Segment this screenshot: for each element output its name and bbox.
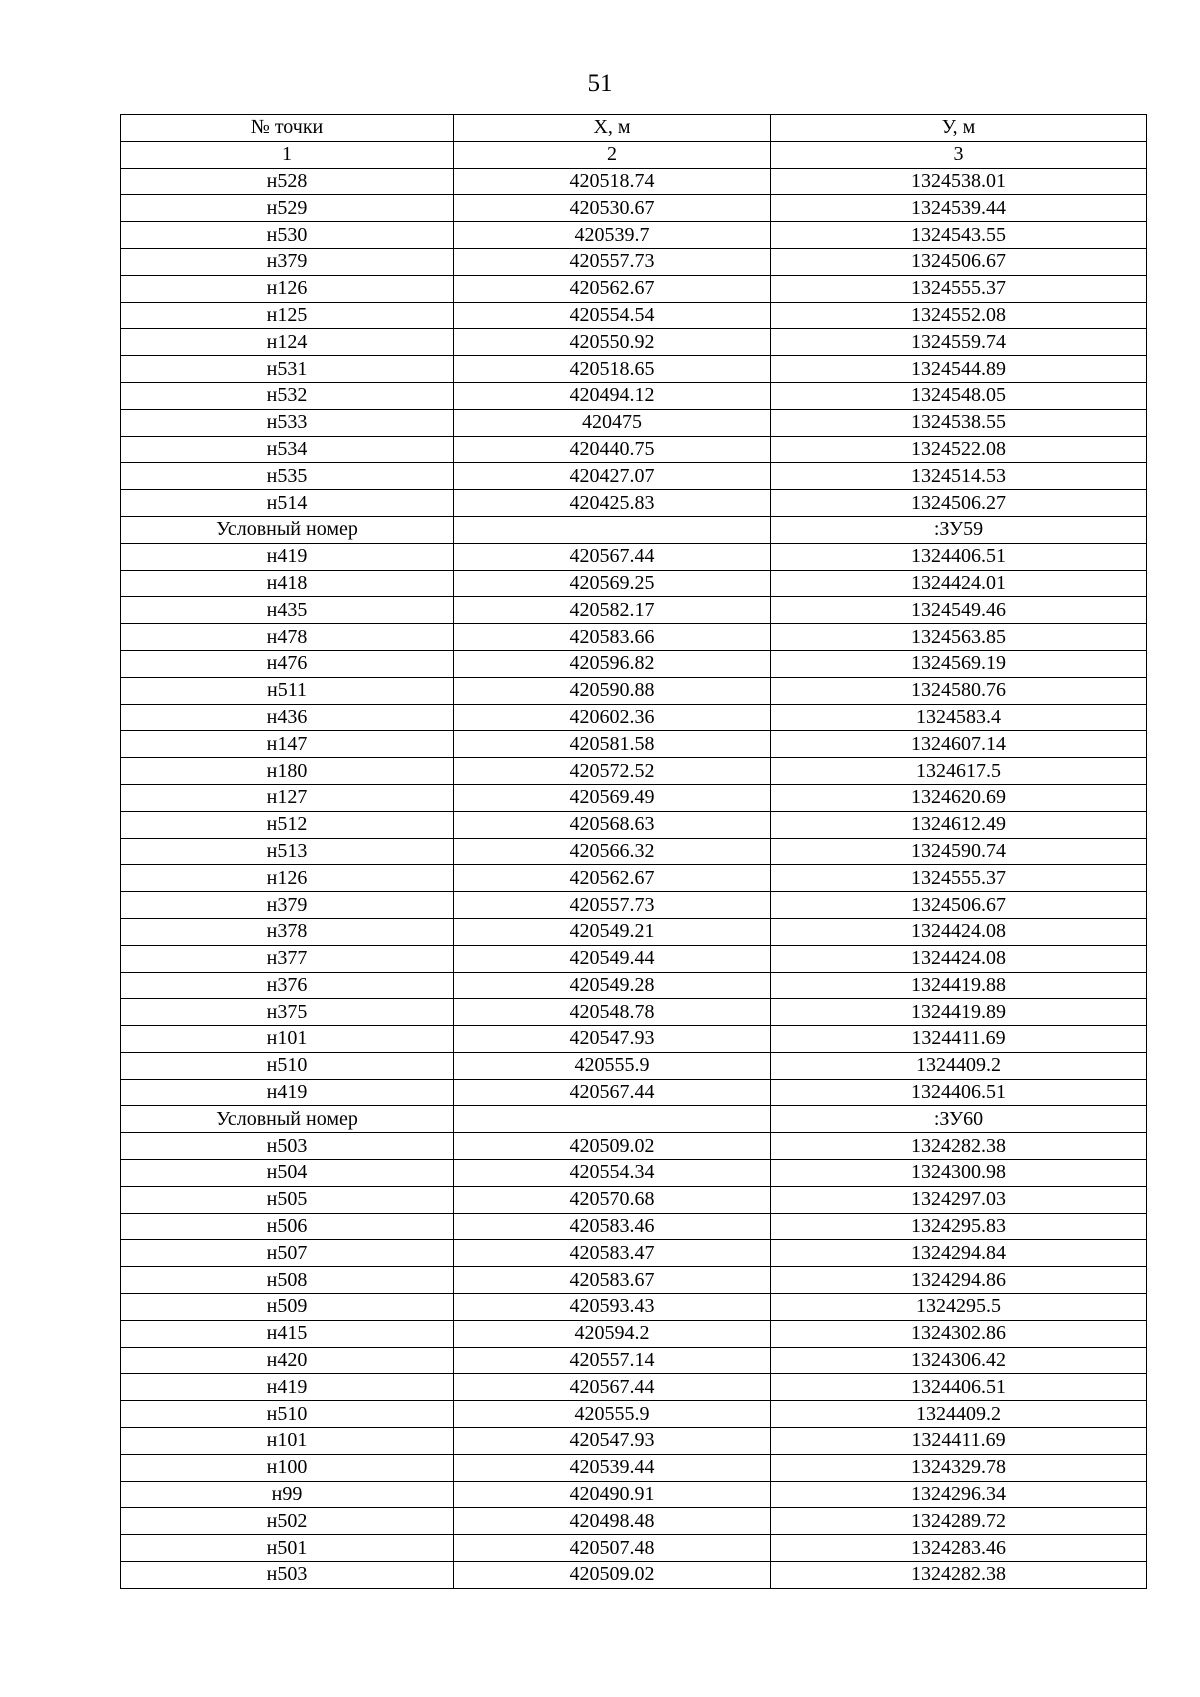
x-cell: 420554.54 [454, 302, 771, 329]
table-row [121, 1106, 1147, 1133]
table-row [121, 1267, 1147, 1294]
table-row [121, 382, 1147, 409]
table-row [121, 1562, 1147, 1589]
x-cell: 420490.91 [454, 1481, 771, 1508]
x-cell: 420440.75 [454, 436, 771, 463]
x-cell: 420547.93 [454, 1026, 771, 1053]
x-cell: 420581.58 [454, 731, 771, 758]
x-cell: 420547.93 [454, 1428, 771, 1455]
point-cell: н125 [121, 302, 454, 329]
x-cell: 420509.02 [454, 1133, 771, 1160]
table-row [121, 972, 1147, 999]
x-cell: 420572.52 [454, 758, 771, 785]
table-row [121, 1026, 1147, 1053]
table-row [121, 168, 1147, 195]
y-cell: 1324296.34 [771, 1481, 1147, 1508]
point-cell: н419 [121, 543, 454, 570]
x-cell: 420425.83 [454, 490, 771, 517]
x-cell: 420567.44 [454, 543, 771, 570]
y-cell: 1324543.55 [771, 222, 1147, 249]
point-cell: н379 [121, 248, 454, 275]
y-cell: 1324580.76 [771, 677, 1147, 704]
table-header-row [121, 115, 1147, 142]
x-cell: 420555.9 [454, 1052, 771, 1079]
y-cell: 1324555.37 [771, 865, 1147, 892]
table-row [121, 999, 1147, 1026]
x-cell: 420594.2 [454, 1320, 771, 1347]
point-cell: н478 [121, 624, 454, 651]
point-cell: н528 [121, 168, 454, 195]
y-cell: 1324569.19 [771, 650, 1147, 677]
table-row [121, 436, 1147, 463]
point-cell: н532 [121, 382, 454, 409]
point-cell: н511 [121, 677, 454, 704]
table-row [121, 811, 1147, 838]
point-cell: н504 [121, 1160, 454, 1187]
point-cell: н127 [121, 784, 454, 811]
table-row [121, 1428, 1147, 1455]
point-cell: н378 [121, 918, 454, 945]
point-cell: н505 [121, 1186, 454, 1213]
x-cell: 420566.32 [454, 838, 771, 865]
table-row [121, 731, 1147, 758]
x-cell: 420494.12 [454, 382, 771, 409]
point-cell: н535 [121, 463, 454, 490]
y-cell: 1324282.38 [771, 1562, 1147, 1589]
table-row [121, 463, 1147, 490]
table-row [121, 356, 1147, 383]
point-cell: н147 [121, 731, 454, 758]
point-cell: н101 [121, 1026, 454, 1053]
point-cell: н375 [121, 999, 454, 1026]
point-cell: н529 [121, 195, 454, 222]
x-cell: 420562.67 [454, 865, 771, 892]
header-point-number: № точки [121, 115, 454, 142]
point-cell: н509 [121, 1294, 454, 1321]
y-cell: 1324302.86 [771, 1320, 1147, 1347]
x-cell: 420518.74 [454, 168, 771, 195]
x-cell: 420602.36 [454, 704, 771, 731]
x-cell [454, 516, 771, 543]
table-row [121, 409, 1147, 436]
point-cell: н126 [121, 865, 454, 892]
table-row [121, 1401, 1147, 1428]
table-row [121, 1320, 1147, 1347]
table-row [121, 1186, 1147, 1213]
point-cell: н436 [121, 704, 454, 731]
x-cell: 420539.7 [454, 222, 771, 249]
table-row [121, 302, 1147, 329]
y-cell: 1324306.42 [771, 1347, 1147, 1374]
x-cell: 420583.47 [454, 1240, 771, 1267]
y-cell: 1324411.69 [771, 1026, 1147, 1053]
x-cell: 420549.44 [454, 945, 771, 972]
table-row [121, 1240, 1147, 1267]
x-cell: 420569.25 [454, 570, 771, 597]
column-number: 2 [454, 141, 771, 168]
x-cell: 420557.73 [454, 248, 771, 275]
point-cell: н377 [121, 945, 454, 972]
table-row [121, 1535, 1147, 1562]
x-cell: 420596.82 [454, 650, 771, 677]
point-cell: н533 [121, 409, 454, 436]
y-cell: 1324548.05 [771, 382, 1147, 409]
x-cell: 420593.43 [454, 1294, 771, 1321]
y-cell: 1324559.74 [771, 329, 1147, 356]
y-cell: 1324552.08 [771, 302, 1147, 329]
x-cell: 420549.21 [454, 918, 771, 945]
point-cell: н503 [121, 1562, 454, 1589]
point-cell: н534 [121, 436, 454, 463]
table-row [121, 945, 1147, 972]
page-number: 51 [587, 70, 613, 97]
y-cell: 1324539.44 [771, 195, 1147, 222]
y-cell: 1324424.01 [771, 570, 1147, 597]
point-cell: н510 [121, 1401, 454, 1428]
x-cell: 420427.07 [454, 463, 771, 490]
x-cell: 420583.46 [454, 1213, 771, 1240]
header-x: X, м [454, 115, 771, 142]
point-cell: н506 [121, 1213, 454, 1240]
y-cell: 1324283.46 [771, 1535, 1147, 1562]
y-cell: 1324300.98 [771, 1160, 1147, 1187]
table-row [121, 490, 1147, 517]
table-row [121, 597, 1147, 624]
point-cell: н514 [121, 490, 454, 517]
point-cell: н435 [121, 597, 454, 624]
y-cell: 1324538.01 [771, 168, 1147, 195]
y-cell: 1324522.08 [771, 436, 1147, 463]
point-cell: н531 [121, 356, 454, 383]
point-cell: н513 [121, 838, 454, 865]
x-cell: 420557.73 [454, 892, 771, 919]
y-cell: 1324289.72 [771, 1508, 1147, 1535]
point-cell: н420 [121, 1347, 454, 1374]
x-cell: 420509.02 [454, 1562, 771, 1589]
table-row [121, 758, 1147, 785]
point-cell: н501 [121, 1535, 454, 1562]
point-cell: н124 [121, 329, 454, 356]
table-row [121, 1481, 1147, 1508]
point-cell: н376 [121, 972, 454, 999]
y-cell: 1324538.55 [771, 409, 1147, 436]
table-row [121, 1133, 1147, 1160]
table-row [121, 624, 1147, 651]
y-cell: 1324294.84 [771, 1240, 1147, 1267]
table-row [121, 1160, 1147, 1187]
table-row [121, 195, 1147, 222]
y-cell: 1324590.74 [771, 838, 1147, 865]
point-cell: н502 [121, 1508, 454, 1535]
y-cell: 1324544.89 [771, 356, 1147, 383]
y-cell: :ЗУ59 [771, 516, 1147, 543]
y-cell: 1324506.67 [771, 892, 1147, 919]
table-row [121, 784, 1147, 811]
y-cell: 1324617.5 [771, 758, 1147, 785]
x-cell [454, 1106, 771, 1133]
y-cell: 1324411.69 [771, 1428, 1147, 1455]
y-cell: 1324295.83 [771, 1213, 1147, 1240]
column-number: 3 [771, 141, 1147, 168]
y-cell: 1324406.51 [771, 543, 1147, 570]
point-cell: н379 [121, 892, 454, 919]
y-cell: 1324612.49 [771, 811, 1147, 838]
table-row [121, 1294, 1147, 1321]
table-row [121, 892, 1147, 919]
point-cell: н101 [121, 1428, 454, 1455]
table-row [121, 677, 1147, 704]
point-cell: н510 [121, 1052, 454, 1079]
x-cell: 420582.17 [454, 597, 771, 624]
x-cell: 420569.49 [454, 784, 771, 811]
point-cell: н476 [121, 650, 454, 677]
point-cell: н512 [121, 811, 454, 838]
point-cell: н180 [121, 758, 454, 785]
table-row [121, 838, 1147, 865]
point-cell: Условный номер [121, 1106, 454, 1133]
y-cell: 1324620.69 [771, 784, 1147, 811]
x-cell: 420590.88 [454, 677, 771, 704]
x-cell: 420548.78 [454, 999, 771, 1026]
y-cell: 1324549.46 [771, 597, 1147, 624]
table-row [121, 1347, 1147, 1374]
y-cell: 1324607.14 [771, 731, 1147, 758]
y-cell: 1324282.38 [771, 1133, 1147, 1160]
point-cell: н419 [121, 1374, 454, 1401]
coordinates-table-body [121, 115, 1147, 1589]
x-cell: 420555.9 [454, 1401, 771, 1428]
x-cell: 420568.63 [454, 811, 771, 838]
table-row [121, 275, 1147, 302]
table-row [121, 650, 1147, 677]
x-cell: 420530.67 [454, 195, 771, 222]
y-cell: 1324409.2 [771, 1052, 1147, 1079]
column-number-row [121, 141, 1147, 168]
x-cell: 420549.28 [454, 972, 771, 999]
point-cell: н99 [121, 1481, 454, 1508]
table-row [121, 1052, 1147, 1079]
y-cell: 1324506.27 [771, 490, 1147, 517]
y-cell: 1324424.08 [771, 945, 1147, 972]
point-cell: Условный номер [121, 516, 454, 543]
y-cell: 1324295.5 [771, 1294, 1147, 1321]
table-row [121, 704, 1147, 731]
x-cell: 420583.67 [454, 1267, 771, 1294]
x-cell: 420475 [454, 409, 771, 436]
y-cell: 1324294.86 [771, 1267, 1147, 1294]
y-cell: 1324329.78 [771, 1454, 1147, 1481]
y-cell: 1324563.85 [771, 624, 1147, 651]
point-cell: н415 [121, 1320, 454, 1347]
y-cell: 1324406.51 [771, 1079, 1147, 1106]
table-row [121, 329, 1147, 356]
point-cell: н419 [121, 1079, 454, 1106]
table-row [121, 1213, 1147, 1240]
x-cell: 420557.14 [454, 1347, 771, 1374]
table-row [121, 1508, 1147, 1535]
table-row [121, 918, 1147, 945]
table-row [121, 570, 1147, 597]
point-cell: н100 [121, 1454, 454, 1481]
x-cell: 420539.44 [454, 1454, 771, 1481]
y-cell: 1324419.89 [771, 999, 1147, 1026]
point-cell: н126 [121, 275, 454, 302]
x-cell: 420550.92 [454, 329, 771, 356]
y-cell: :ЗУ60 [771, 1106, 1147, 1133]
column-number: 1 [121, 141, 454, 168]
table-row [121, 222, 1147, 249]
y-cell: 1324514.53 [771, 463, 1147, 490]
x-cell: 420583.66 [454, 624, 771, 651]
point-cell: н508 [121, 1267, 454, 1294]
y-cell: 1324583.4 [771, 704, 1147, 731]
y-cell: 1324409.2 [771, 1401, 1147, 1428]
table-row [121, 1079, 1147, 1106]
coordinates-table [120, 114, 1147, 1589]
point-cell: н503 [121, 1133, 454, 1160]
table-row [121, 248, 1147, 275]
x-cell: 420554.34 [454, 1160, 771, 1187]
x-cell: 420567.44 [454, 1079, 771, 1106]
point-cell: н507 [121, 1240, 454, 1267]
table-row [121, 1374, 1147, 1401]
table-row [121, 1454, 1147, 1481]
table-row [121, 543, 1147, 570]
x-cell: 420498.48 [454, 1508, 771, 1535]
y-cell: 1324419.88 [771, 972, 1147, 999]
y-cell: 1324555.37 [771, 275, 1147, 302]
y-cell: 1324424.08 [771, 918, 1147, 945]
table-row [121, 516, 1147, 543]
x-cell: 420507.48 [454, 1535, 771, 1562]
y-cell: 1324297.03 [771, 1186, 1147, 1213]
point-cell: н530 [121, 222, 454, 249]
x-cell: 420567.44 [454, 1374, 771, 1401]
x-cell: 420562.67 [454, 275, 771, 302]
x-cell: 420518.65 [454, 356, 771, 383]
header-y: У, м [771, 115, 1147, 142]
point-cell: н418 [121, 570, 454, 597]
table-row [121, 865, 1147, 892]
y-cell: 1324506.67 [771, 248, 1147, 275]
y-cell: 1324406.51 [771, 1374, 1147, 1401]
x-cell: 420570.68 [454, 1186, 771, 1213]
